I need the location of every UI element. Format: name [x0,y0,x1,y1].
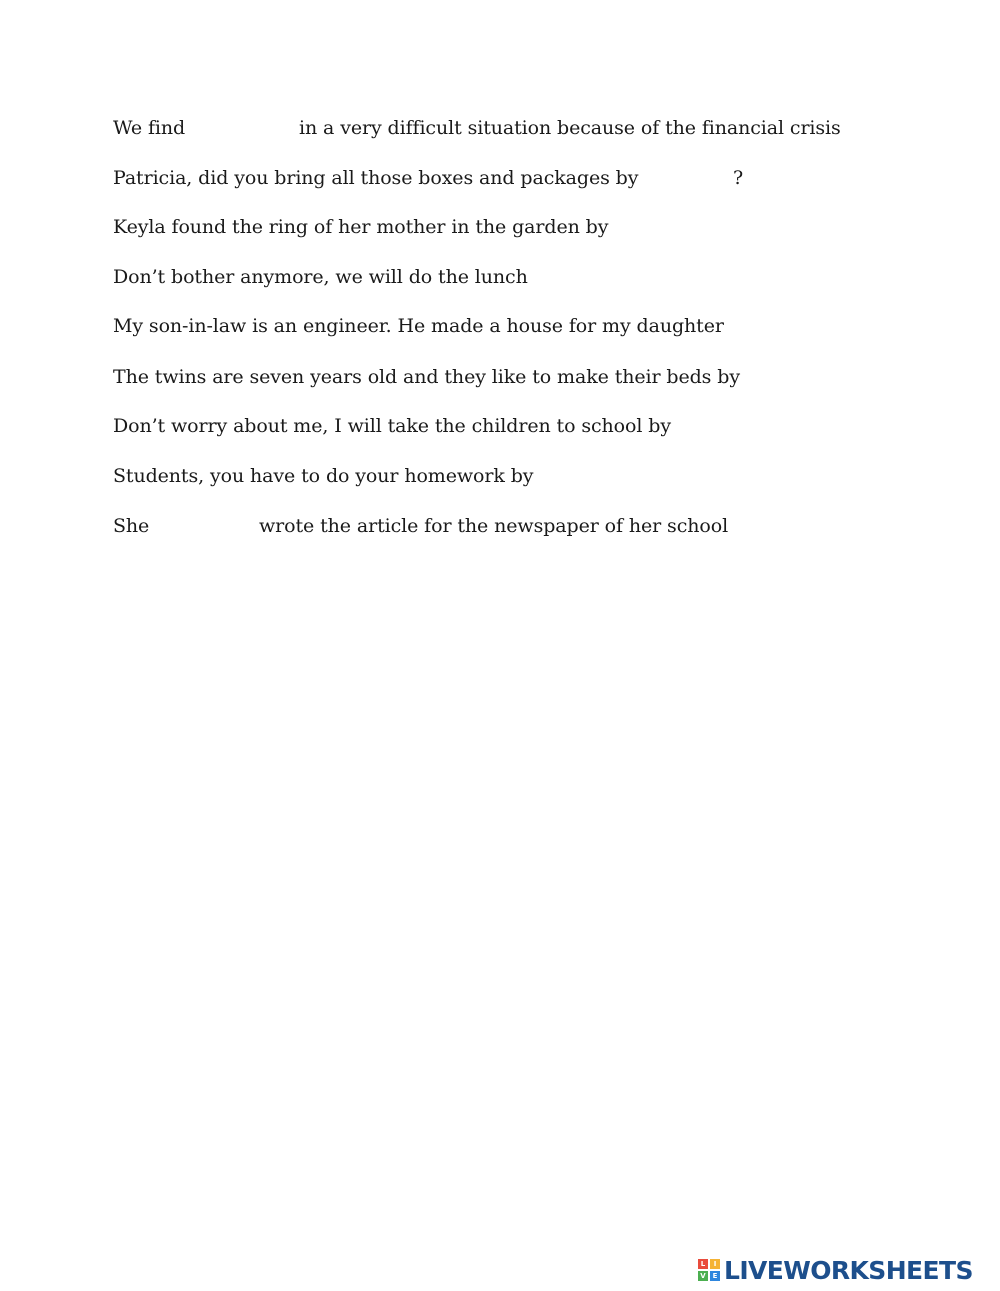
sentence-5-text-before: My son-in-law is an engineer. He made a house for my daughter [113,315,724,337]
sentence-3 [113,212,853,242]
sentence-5 [113,311,873,341]
sentence-4-text-before: Don’t bother anymore, we will do the lunch [113,266,528,288]
sentence-9-text-after: wrote the article for the newspaper of her school [259,515,729,537]
sentence-1-text-after: in a very difficult situation because of the financial crisis [299,117,841,139]
sentence-8 [113,461,853,491]
sentence-7 [113,411,853,441]
sentence-9 [113,511,853,541]
sentence-2-text-after: ? [733,167,744,189]
answer-blank-4[interactable] [521,264,635,292]
sentence-9-text-before: She [113,515,150,537]
sentence-2-text-before: Patricia, did you bring all those boxes and packages by [113,167,639,189]
sentence-6 [113,362,873,392]
sentence-3-text-before: Keyla found the ring of her mother in the garden by [113,216,609,238]
answer-blank-9[interactable] [151,513,261,541]
sentence-6-text-before: The twins are seven years old and they like to make their beds by [113,366,740,388]
sentence-2 [113,163,853,193]
logo-cell-v: V [698,1271,708,1281]
logo-cell-i: I [710,1259,720,1269]
liveworksheets-logo-icon [698,1259,720,1281]
brand-name: LIVEWORKSHEETS [724,1256,973,1285]
liveworksheets-brand [698,1256,994,1286]
sentence-1-text-before: We find [113,117,186,139]
answer-blank-1[interactable] [191,115,301,143]
sentence-1 [113,113,853,143]
sentence-4 [113,262,853,292]
answer-blank-7[interactable] [659,413,773,441]
sentence-7-text-before: Don’t worry about me, I will take the children to school by [113,415,671,437]
answer-blank-8[interactable] [527,463,641,491]
answer-blank-3[interactable] [599,214,713,242]
sentence-8-text-before: Students, you have to do your homework by [113,465,534,487]
logo-cell-e: E [710,1271,720,1281]
answer-blank-2[interactable] [625,165,733,193]
logo-cell-l: L [698,1259,708,1269]
answer-blank-6[interactable] [721,364,825,392]
answer-blank-5[interactable] [715,313,819,341]
